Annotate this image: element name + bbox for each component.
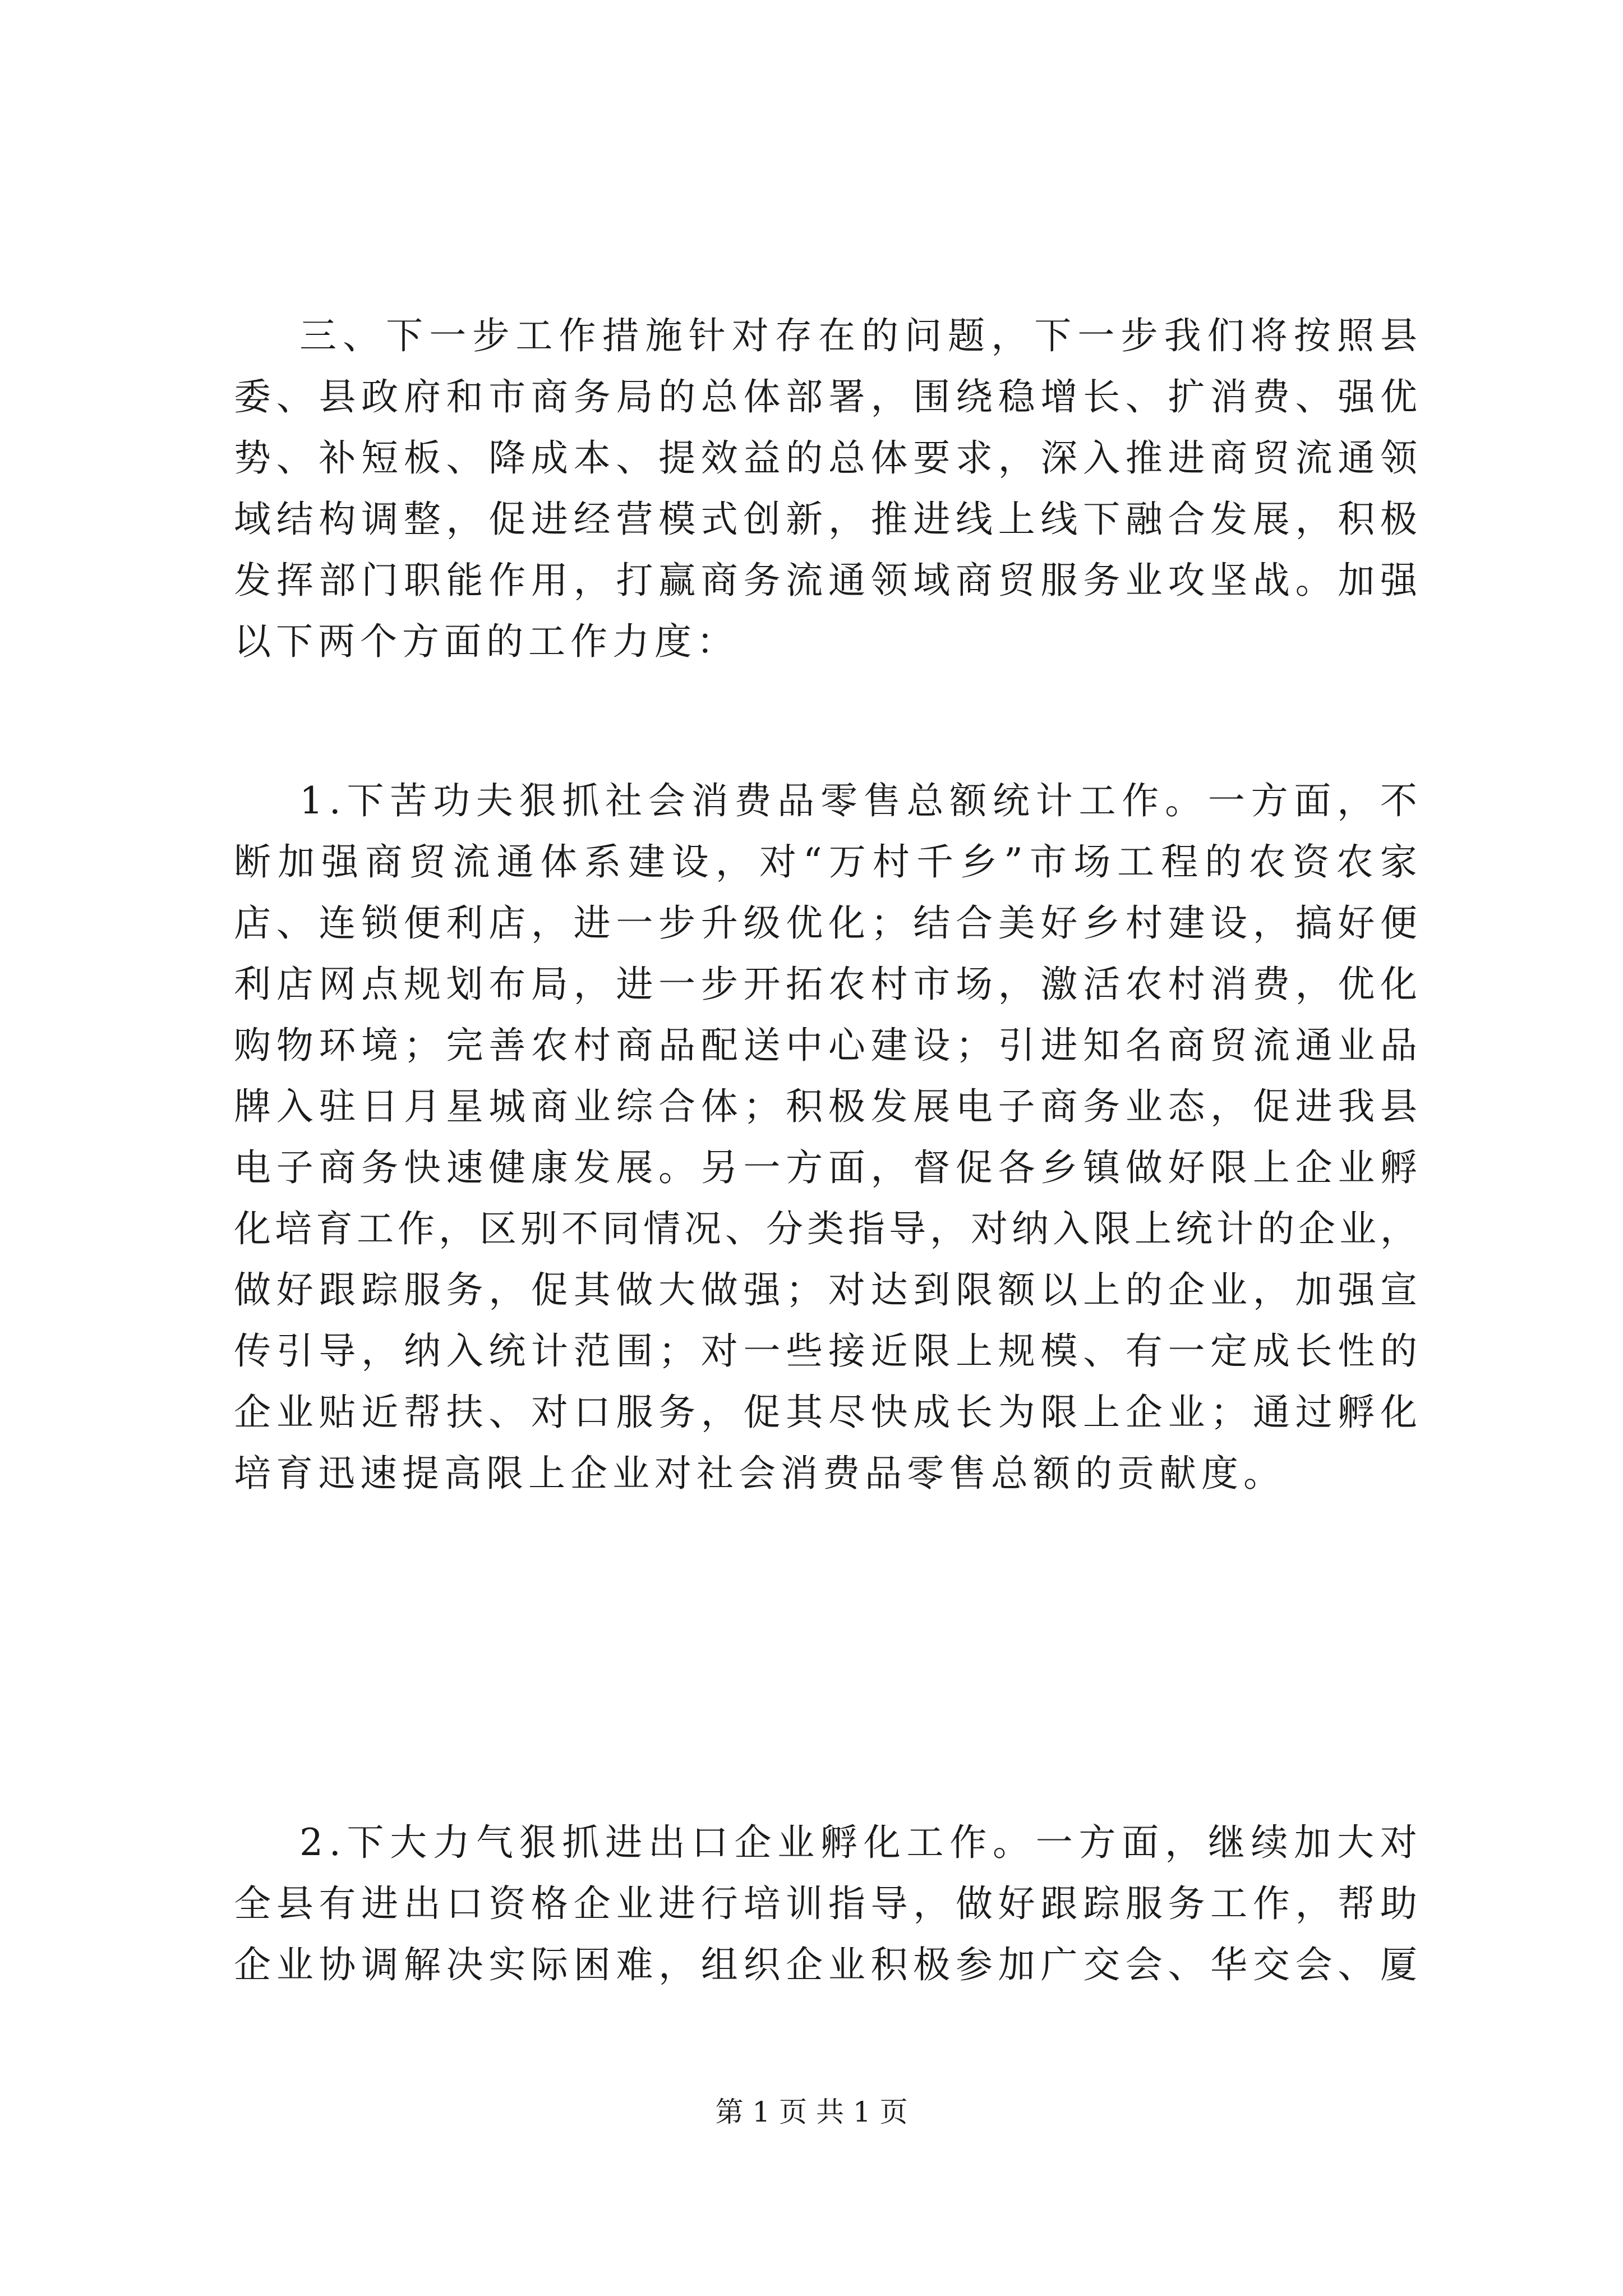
text-line: 利 店 网 点 规 划 布 局 ， 进 一 步 开 拓 农 村 市 场 ， 激 活 农 村 消 费 ， 优 化 (234, 963, 1417, 1006)
text-line: 断 加 强 商 贸 流 通 体 系 建 设 ， 对 “ 万 村 千 乡 ” 市 场 工 程 的 农 资 农 家 (234, 840, 1417, 884)
text-line: 1 . 下 苦 功 夫 狠 抓 社 会 消 费 品 零 售 总 额 统 计 工 作 。 一 方 面 ， 不 (299, 779, 1417, 822)
text-line: 店 、 连 锁 便 利 店 ， 进 一 步 升 级 优 化 ； 结 合 美 好 乡 村 建 设 ， 搞 好 便 (234, 901, 1417, 945)
text-line: 势 、 补 短 板 、 降 成 本 、 提 效 益 的 总 体 要 求 ， 深 入 推 进 商 贸 流 通 领 (234, 436, 1417, 480)
text-line: 企 业 贴 近 帮 扶 、 对 口 服 务 ， 促 其 尽 快 成 长 为 限 上 企 业 ； 通 过 孵 化 (234, 1391, 1417, 1434)
text-line: 委 、 县 政 府 和 市 商 务 局 的 总 体 部 署 ， 围 绕 稳 增 长 、 扩 消 费 、 强 优 (234, 375, 1417, 418)
text-line: 牌 入 驻 日 月 星 城 商 业 综 合 体 ； 积 极 发 展 电 子 商 务 业 态 ， 促 进 我 县 (234, 1085, 1417, 1128)
text-line: 培育迅速提高限上企业对社会消费品零售总额的贡献度。 (234, 1452, 1285, 1495)
text-line: 电 子 商 务 快 速 健 康 发 展 。 另 一 方 面 ， 督 促 各 乡 镇 做 好 限 上 企 业 孵 (234, 1146, 1417, 1189)
text-line: 2 . 下 大 力 气 狠 抓 进 出 口 企 业 孵 化 工 作 。 一 方 面 ， 继 续 加 大 对 (299, 1821, 1417, 1864)
text-line: 域 结 构 调 整 ， 促 进 经 营 模 式 创 新 ， 推 进 线 上 线 下 融 合 发 展 ， 积 极 (234, 498, 1417, 541)
text-line: 发 挥 部 门 职 能 作 用 ， 打 赢 商 务 流 通 领 域 商 贸 服 务 业 攻 坚 战 。 加 强 (234, 559, 1417, 602)
text-line: 全 县 有 进 出 口 资 格 企 业 进 行 培 训 指 导 ， 做 好 跟 踪 服 务 工 作 ， 帮 助 (234, 1882, 1417, 1925)
text-line: 企 业 协 调 解 决 实 际 困 难 ， 组 织 企 业 积 极 参 加 广 交 会 、 华 交 会 、 厦 (234, 1943, 1417, 1986)
text-line: 三 、 下 一 步 工 作 措 施 针 对 存 在 的 问 题 ， 下 一 步 我 们 将 按 照 县 (299, 314, 1417, 357)
text-line: 化 培 育 工 作 ， 区 别 不 同 情 况 、 分 类 指 导 ， 对 纳 入 限 上 统 计 的 企 业 ， (234, 1207, 1417, 1250)
text-line: 以下两个方面的工作力度： (234, 620, 739, 663)
page-footer: 第 1 页 共 1 页 (715, 2096, 908, 2128)
text-line: 做 好 跟 踪 服 务 ， 促 其 做 大 做 强 ； 对 达 到 限 额 以 上 的 企 业 ， 加 强 宣 (234, 1268, 1417, 1312)
text-line: 购 物 环 境 ； 完 善 农 村 商 品 配 送 中 心 建 设 ； 引 进 知 名 商 贸 流 通 业 品 (234, 1024, 1417, 1067)
text-line: 传 引 导 ， 纳 入 统 计 范 围 ； 对 一 些 接 近 限 上 规 模 、 有 一 定 成 长 性 的 (234, 1329, 1417, 1373)
